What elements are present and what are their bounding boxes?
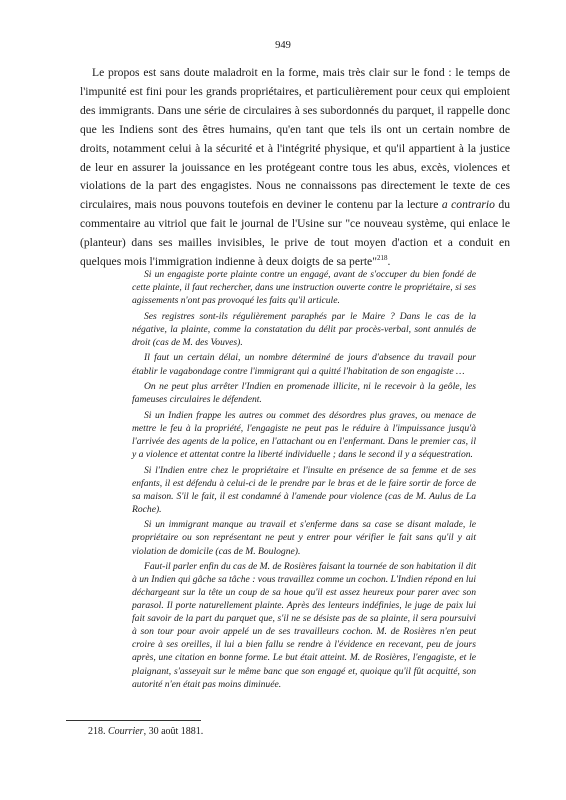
quote-paragraph: Si un Indien frappe les autres ou commet des désordres plus graves, ou menace de mettre le feu à la propriété, l'engagiste ne peut pas le réduire à l'impuissance jusqu'à l'arrivée des agents de la police, en l'attachant ou en l'enfermant. Dans le premier cas, il y a violence et attentat contre la liberté individuelle ; dans le second il y a séquestration. xyxy=(132,409,476,460)
body-text-end: . xyxy=(387,255,391,269)
body-text-part2: du commentaire au vitriol que fait le journal de l'Usine sur "ce nouveau système, qui enlace le (planteur) dans ses mailles invisibles, le prive de tout moyen d'action et a conduit en quelques mois l'immigration indienne à deux doigts de sa perte" xyxy=(80,198,510,269)
quote-paragraph: Il faut un certain délai, un nombre déterminé de jours d'absence du travail pour établir le vagabondage contre l'immigrant qui a quitté l'habitation de son engagiste … xyxy=(132,352,476,377)
quote-paragraph: Si l'Indien entre chez le propriétaire et l'insulte en présence de sa femme et de ses enfants, il est défendu à celui-ci de le prendre par le bras et de le faire sortir de force de sa maison. S'il le fait, il est condamné à l'amende pour violence (cas de M. Aulus de La Roche). xyxy=(132,464,476,515)
quote-paragraph: Si un immigrant manque au travail et s'enferme dans sa case se disant malade, le propriétaire ou son représentant ne peut y entrer pour vérifier le fait sans qu'il y ait violation de domicile (cas de M. Boulogne). xyxy=(132,519,476,557)
body-text-emphasis: a contrario xyxy=(441,198,495,212)
footnote-date: , 30 août 1881. xyxy=(143,726,204,737)
body-text-part1: Le propos est sans doute maladroit en la forme, mais très clair sur le fond : le temps de l'impunité est fini pour les grands propriétaires, et particulièrement pour ceux qui emploient des immigrants. Dans une série de circulaires à ses subordonnés du parquet, il rappelle donc que les Indiens sont des êtres humains, qu'en tant que tels ils ont un certain nombre de droits, notamment celui à la sécurité et à l'intégrité physique, et qu'il appartient à la justice de leur en assurer la jouissance en les protégeant contre tous les abus, excès, violences et violations de la part des engagistes. Nous ne connaissons pas directement le texte de ces circulaires, mais nous pouvons toutefois en deviner le contenu par la lecture xyxy=(80,66,510,212)
footnote-reference: 218 xyxy=(376,254,388,263)
quote-paragraph: Ses registres sont-ils régulièrement paraphés par le Maire ? Dans le cas de la négative, la plainte, comme la constatation du délit par procès-verbal, sont annulés de droit (cas de M. des Vouves). xyxy=(132,310,476,348)
footnote-source: Courrier xyxy=(108,726,144,737)
quote-paragraph: Si un engagiste porte plainte contre un engagé, avant de s'occuper du bien fondé de cette plainte, il faut rechercher, dans une instruction ouverte contre le propriétaire, si ses agissements n'ont pas provoqué les faits qu'il articule. xyxy=(132,269,476,307)
block-quote xyxy=(132,268,476,693)
body-paragraph xyxy=(80,64,510,272)
footnote-divider xyxy=(66,720,201,721)
footnote-number: 218. xyxy=(88,726,106,737)
quote-paragraph: Faut-il parler enfin du cas de M. de Rosières faisant la tournée de son habitation il dit à un Indien qui gâche sa tâche : vous travaillez comme un cochon. L'Indien répond en lui déchargeant sur la tête un coup de sa houe qu'il est assez heureux pour parer avec son parasol. Il porte naturellement plainte. Après des lenteurs indéfinies, le juge de paix lui fait savoir de la part du parquet que, s'il ne se désiste pas de sa plainte, il sera poursuivi à son tour pour avoir appelé un de ses travailleurs cochon. M. de Rosières n'en peut croire à ses oreilles, il lui a bien fallu se rendre à l'évidence en recevant, peu de jours après, une citation en bonne forme. Le but était atteint. M. de Rosières, l'engagiste, et le plaignant, s'asseyait sur le même banc que son engagé et, quoique qu'il fût acquitté, son autorité n'en était pas moins diminuée. xyxy=(132,561,476,690)
page-number: 949 xyxy=(275,40,291,51)
quote-paragraph: On ne peut plus arrêter l'Indien en promenade illicite, ni le recevoir à la geôle, les fameuses circulaires le défendent. xyxy=(132,381,476,406)
footnote xyxy=(88,726,203,737)
